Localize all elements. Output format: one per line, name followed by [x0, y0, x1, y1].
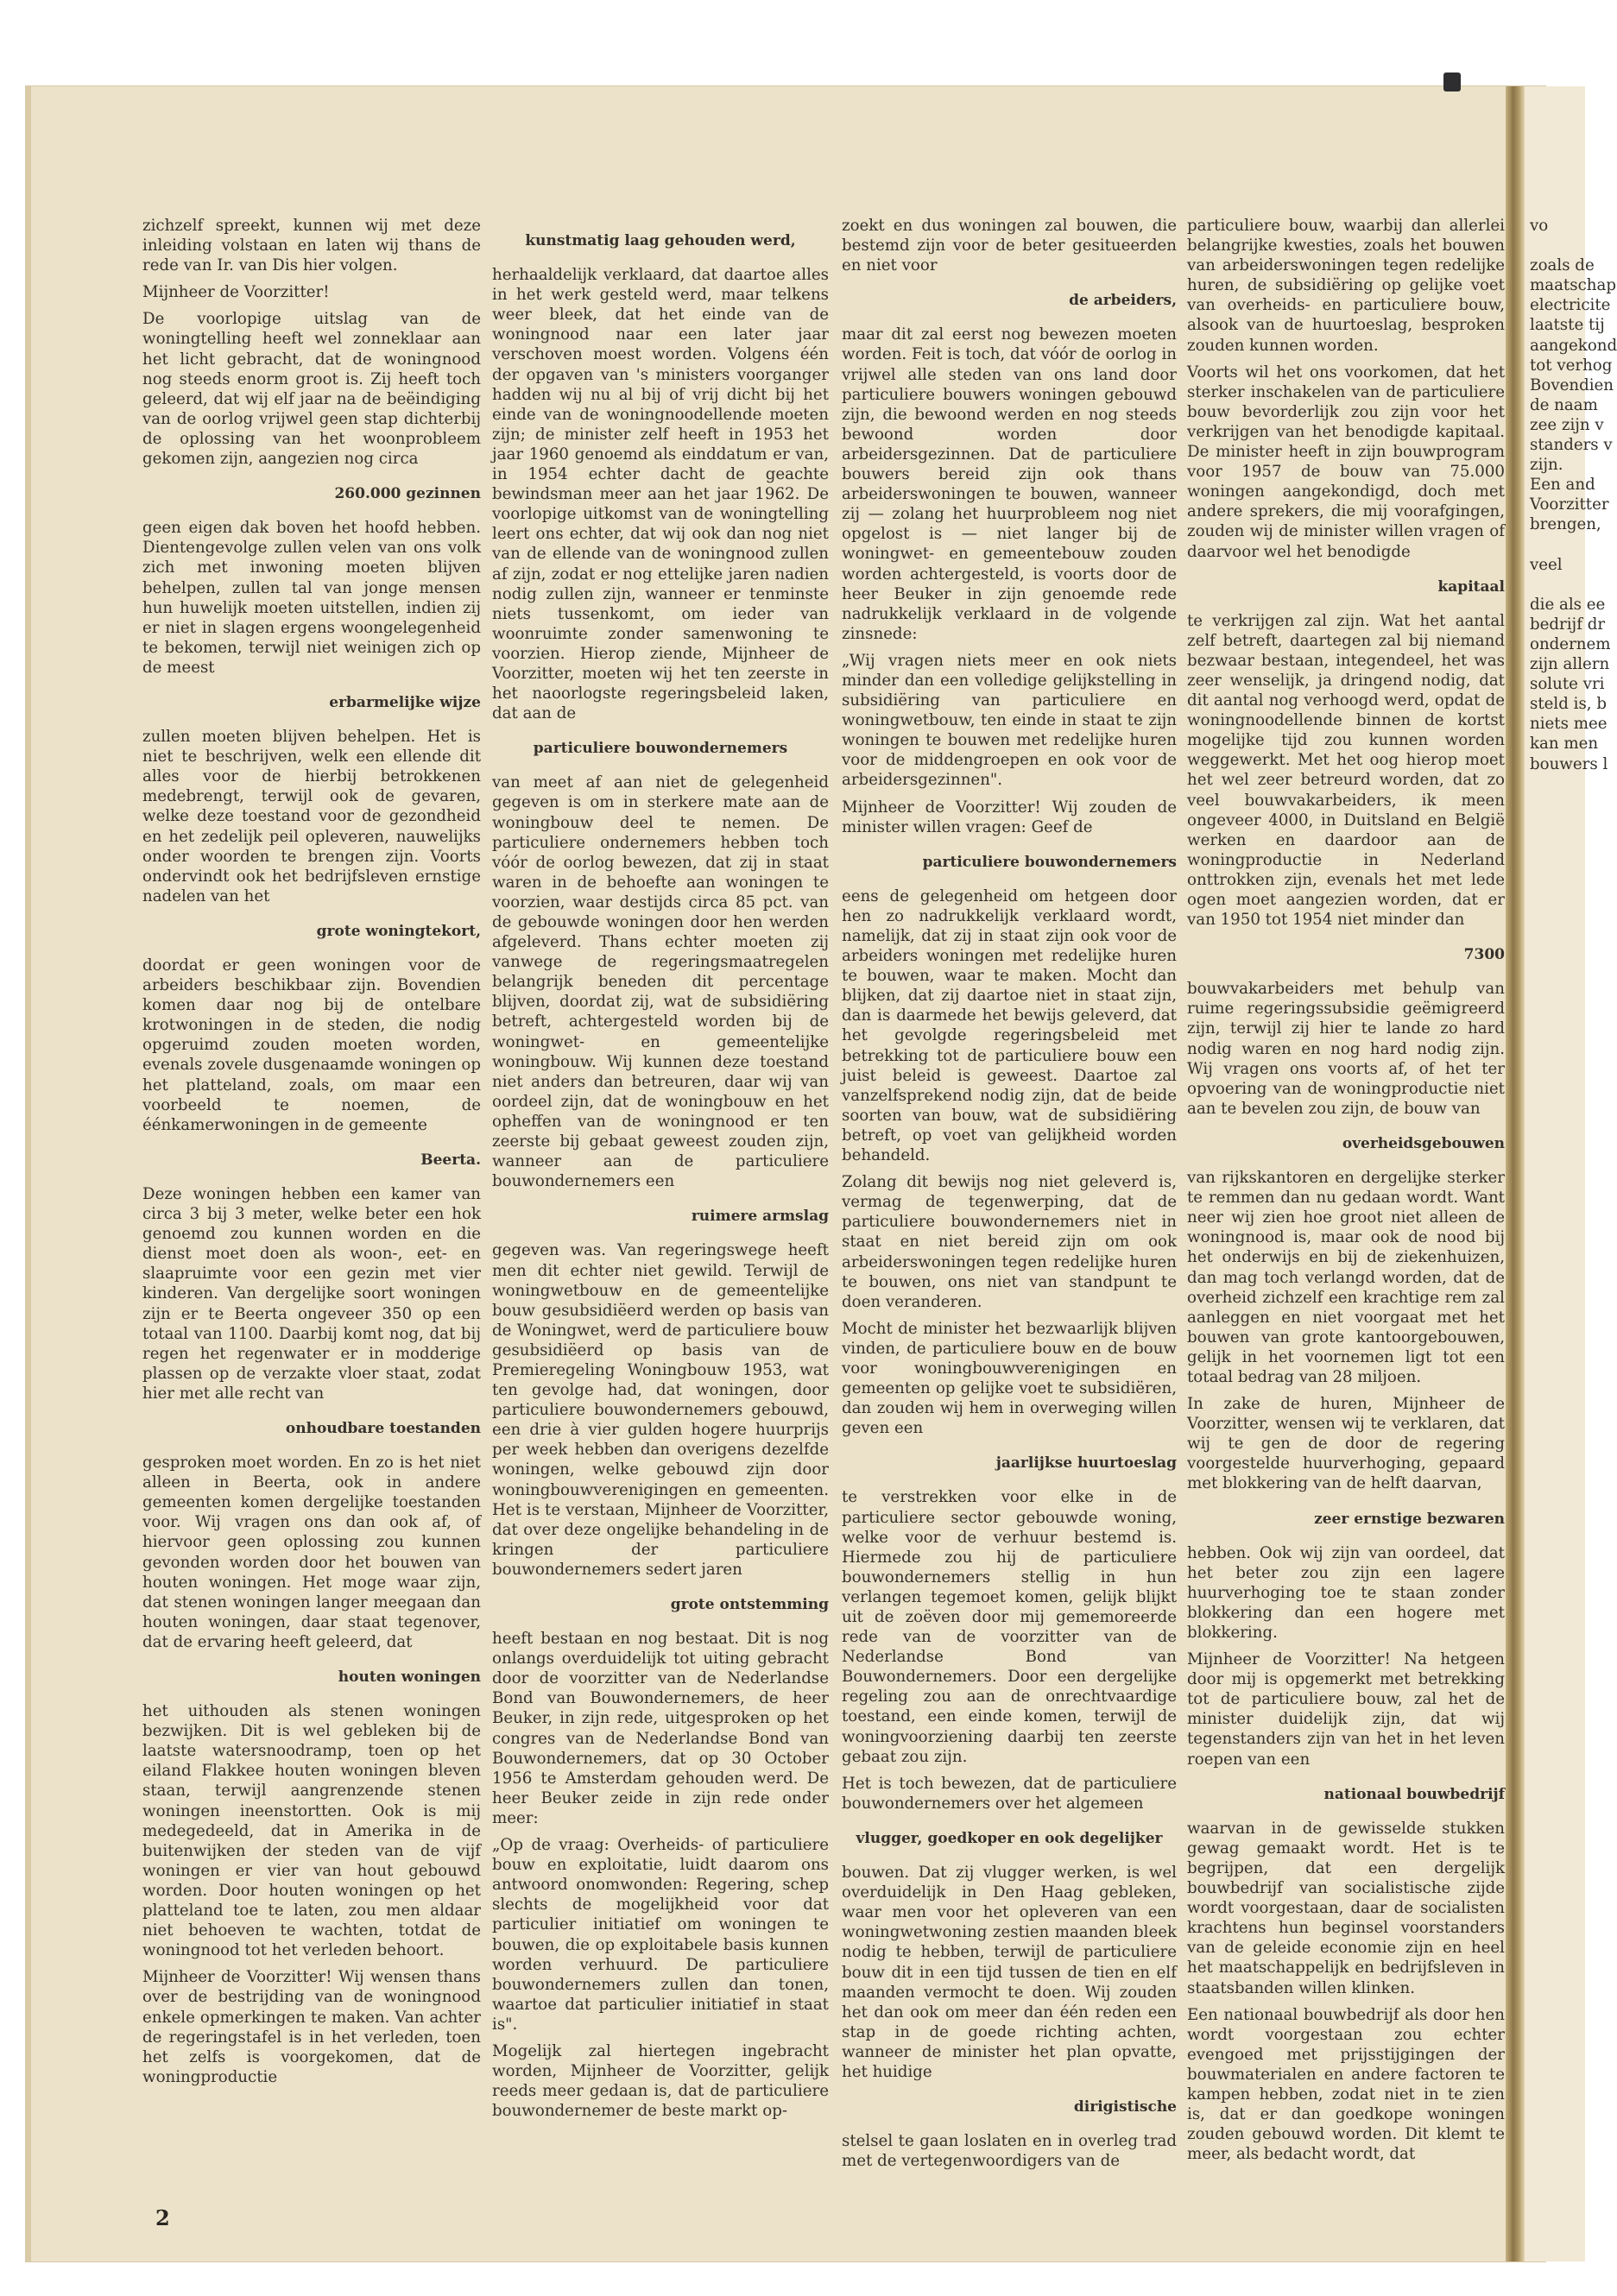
subheading: zeer ernstige bezwaren	[1314, 1510, 1505, 1528]
next-page-line	[1530, 535, 1616, 555]
next-page-line: solute vri	[1530, 675, 1605, 694]
next-page-line: kan men	[1530, 735, 1599, 754]
next-page-line: Bovendien	[1530, 375, 1614, 394]
subheading: overheidsgebouwen	[1342, 1134, 1505, 1152]
subheading: erbarmelijke wijze	[329, 693, 481, 711]
subheading: vlugger, goedkoper en ook degelijker	[856, 1829, 1163, 1847]
next-page-line: Een and	[1530, 476, 1595, 495]
column-1	[142, 216, 481, 2087]
subheading: 260.000 gezinnen	[334, 485, 481, 503]
next-page-line: bouwers l	[1530, 754, 1608, 773]
paragraph: van rijkskantoren en dergelijke sterker te remmen dan nu gedaan wordt. Want neer wij zien hoe groot niet alleen de woningnood is, maar ook de nood bij het onderwijs en bij de ziekenhuizen, dan mag toch verlangd worden, dat de overheid zichzelf een krachtige rem zal aanleggen en niet voorgaat met het bouwen van grote kantoorgebouwen, gelijk in het voornemen ligt tot een totaal bedrag van 28 miljoen.	[1187, 1169, 1505, 1386]
paragraph: van meet af aan niet de gelegenheid gegeven is om in sterkere mate aan de woningbouw deel te nemen. De particuliere ondernemers hebben toch vóór de oorlog bewezen, dat zij in staat waren in de behoefte aan woningen te voorzien, waar destijds circa 85 pct. van de gebouwde woningen door hen werden afgeleverd. Thans echter moeten zij vanwege de regeringsmaatregelen belangrijk beneden dit percentage blijven, doordat zij, wat de subsidiëring betreft, achtergesteld worden bij de woningwet- en gemeentelijke woningbouw. Wij kunnen deze toestand niet anders dan betreuren, daar wij van oordeel zijn, dat de woningbouw en het opheffen van de woningnood er ten zeerste bij gebaat geweest zouden zijn, wanneer aan de particuliere bouwondernemers een	[492, 773, 829, 1191]
next-page-line: steld is, b	[1530, 695, 1608, 714]
paragraph: doordat er geen woningen voor de arbeiders beschikbaar zijn. Bovendien komen daar nog bij de ontelbare krotwoningen in de steden, die nodig opgeruimd zouden moeten worden, evenals zovele dusgenaamde woningen op het platteland, zoals, om maar een voorbeeld te noemen, de éénkamerwoningen in de gemeente	[142, 956, 481, 1134]
paragraph: maar dit zal eerst nog bewezen moeten worden. Feit is toch, dat vóór de oorlog in vrijwel alle steden van ons land door particuliere bouwers woningen gebouwd zijn, die bewoond werden en nog steeds bewoond worden door arbeidersgezinnen. Dat de particuliere bouwers bereid zijn ook thans arbeiderswoningen te bouwen, wanneer zij — zolang het huurprobleem nog niet opgelost is — niet langer bij de woningwet- en gemeentebouw zouden worden achtergesteld, is voorts door de heer Beuker in zijn genoemde rede nadrukkelijk verklaard in de volgende zinsnede:	[842, 325, 1177, 643]
paragraph: herhaaldelijk verklaard, dat daartoe alles in het werk gesteld werd, maar telkens weer bleek, dat het einde van de woningnood naar een later jaar verschoven moest worden. Volgens één der opgaven van 's ministers voorganger hadden wij nu al bij of vrij dicht bij het einde van de woningnoodellende moeten zijn; de minister zelf heeft in 1953 het jaar 1960 genoemd als einddatum er van, in 1954 echter dacht de geachte bewindsman meer aan het jaar 1962. De voorlopige uitkomst van de woningtelling leert ons echter, dat wij ook dan nog niet van de ellende van de woningnood zullen af zijn, zodat er nog ettelijke jaren nadien nodig zullen zijn, wanneer er tenminste niets tussenkomt, om ieder van woonruimte zonder samenwoning te voorzien. Hierop ziende, Mijnheer de Voorzitter, moeten wij het ten zeerste in het naoorlogste regeringsbeleid laken, dat aan de	[492, 266, 829, 723]
page-number: 2	[155, 2205, 170, 2230]
next-page-line: tot verhog	[1530, 356, 1613, 375]
paragraph: Een nationaal bouwbedrijf als door hen wordt voorgestaan zou echter evengoed met prijsstijgingen der bouwmaterialen en andere factoren te kampen hebben, zodat niet in te zien is, dat er dan goedkope woningen zouden gebouwd worden. Dit klemt te meer, als bedacht wordt, dat	[1187, 2005, 1505, 2164]
paragraph: In zake de huren, Mijnheer de Voorzitter, wensen wij te verklaren, dat wij te gen de door de regering voorgestelde huurverhoging, gepaard met blokkering van de helft daarvan,	[1187, 1395, 1505, 1493]
next-page-line: die als ee	[1530, 595, 1606, 614]
paragraph: geen eigen dak boven het hoofd hebben. Dientengevolge zullen velen van ons volk zich met inwoning moeten blijven behelpen, zullen tal van jonge mensen hun huwelijk moeten uitstellen, indien zij er niet in slagen ergens woongelegenheid te bekomen, terwijl niet weinigen zich op de meest	[142, 519, 481, 677]
paragraph: bouwen. Dat zij vlugger werken, is wel overduidelijk in Den Haag gebleken, waar men voor het opleveren van een woningwetwoning zestien maanden bleek nodig te hebben, terwijl de particuliere bouw dit in een tijd tussen de tien en elf maanden vermocht te doen. Wij zouden het dan ook om meer dan één reden een stap in de goede richting achten, wanneer de minister het plan opvatte, het huidige	[842, 1864, 1177, 2081]
paragraph: Mijnheer de Voorzitter! Wij zouden de minister willen vragen: Geef de	[842, 798, 1177, 836]
paragraph: Het is toch bewezen, dat de particuliere bouwondernemers over het algemeen	[842, 1774, 1177, 1813]
next-page-line: zijn allern	[1530, 655, 1610, 674]
next-page-line: brengen,	[1530, 515, 1601, 534]
page-edge	[26, 86, 31, 2261]
subheading: Beerta.	[420, 1151, 481, 1169]
subheading: nationaal bouwbedrijf	[1323, 1785, 1505, 1803]
paragraph: Mijnheer de Voorzitter!	[142, 283, 330, 302]
subheading: kapitaal	[1437, 577, 1505, 596]
newspaper-page	[26, 86, 1617, 2261]
subheading: particuliere bouwondernemers	[533, 740, 788, 758]
binder-tab	[1443, 73, 1461, 91]
subheading: particuliere bouwondernemers	[922, 853, 1177, 871]
paragraph: Mijnheer de Voorzitter! Na hetgeen door mij is opgemerkt met betrekking tot de particuliere bouw, zal het de minister duidelijk zijn, dat wij tegenstanders zijn van het in het leven roepen van een	[1187, 1650, 1505, 1769]
column-3	[842, 216, 1177, 2171]
next-page-line: bedrijf dr	[1530, 615, 1606, 634]
subheading: 7300	[1463, 946, 1505, 964]
next-page-line: vo	[1530, 217, 1549, 235]
paragraph: Mocht de minister het bezwaarlijk blijven vinden, de particuliere bouw en de bouw voor woningbouwverenigingen en gemeenten op gelijke voet te subsidiëren, dan zouden wij hem in overweging willen geven een	[842, 1319, 1177, 1438]
next-page-line: laatste tij	[1530, 316, 1605, 335]
next-page-line: de naam	[1530, 395, 1598, 414]
paragraph: „Op de vraag: Overheids- of particuliere bouw en exploitatie, luidt daarom ons antwoord onomwonden: Regering, schep slechts de mogelijkheid voor dat particulier initiatief om woningen te bouwen, die op exploitabele basis kunnen worden verhuurd. De particuliere bouwondernemers zullen dan tonen, waartoe dat particulier initiatief in staat is".	[492, 1836, 829, 2034]
paragraph: heeft bestaan en nog bestaat. Dit is nog onlangs overduidelijk tot uiting gebracht door de voorzitter van de Nederlandse Bond van Bouwondernemers, de heer Beuker, in zijn rede, uitgesproken op het congres van de Nederlandse Bond van Bouwondernemers, dat op 30 October 1956 te Amsterdam gehouden werd. De heer Beuker zeide in zijn rede onder meer:	[492, 1630, 829, 1827]
paragraph: waarvan in de gewisselde stukken gewag gemaakt wordt. Het is te begrijpen, dat een dergelijk bouwbedrijf van socialistische zijde wordt voorgestaan, daar de socialisten krachtens hun beginsel voorstanders van de geleide economie zijn en heel het maatschappelijk en bedrijfsleven in staatsbanden willen klinken.	[1187, 1819, 1505, 1997]
paragraph: Voorts wil het ons voorkomen, dat het sterker inschakelen van de particuliere bouw bevorderlijk zou zijn voor het verkrijgen van het benodigde kapitaal. De minister heeft in zijn bouwprogram voor 1957 de bouw van 75.000 woningen aangekondigd, doch met andere sprekers, die mij voorafgingen, zouden wij de minister willen vragen of daarvoor wel het benodigde	[1187, 363, 1505, 561]
next-page-line: zee zijn v	[1530, 415, 1604, 434]
subheading: jaarlijkse huurtoeslag	[995, 1454, 1177, 1473]
next-page-line: Voorzitter	[1530, 495, 1609, 514]
next-page-line: niets mee	[1530, 715, 1608, 734]
page-fold	[1506, 86, 1525, 2261]
paragraph: gegeven was. Van regeringswege heeft men dit echter niet gewild. Terwijl de woningwetbouw en de gemeentelijke bouw gesubsidiëerd werden op basis van de Woningwet, werd de particuliere bouw gesubsidiëerd op basis van de Premieregeling Woningbouw 1953, wat ten gevolge had, dat woningen, door particuliere bouwondernemers gebouwd, een drie à vier gulden hogere huurprijs per week hebben dan overigens dezelfde woningen, welke gebouwd zijn door woningbouwverenigingen en gemeenten. Het is te verstaan, Mijnheer de Voorzitter, dat over deze ongelijke behandeling in de kringen der particuliere bouwondernemers sedert jaren	[492, 1241, 829, 1579]
next-page-line: zoals de	[1530, 256, 1595, 275]
paragraph: Mijnheer de Voorzitter! Wij wensen thans over de bestrijding van de woningnood enkele opmerkingen te maken. Van achter de regeringstafel is in het verleden, toen het zelfs is voorgekomen, dat de woningproductie	[142, 1968, 481, 2086]
paragraph: Zolang dit bewijs nog niet geleverd is, vermag de tegenwerping, dat de particuliere bouwondernemers niet in staat en niet bereid zijn om ook arbeiderswoningen tegen redelijke huren te bouwen, ons niet van standpunt te doen veranderen.	[842, 1173, 1177, 1311]
subheading: onhoudbare toestanden	[285, 1419, 481, 1437]
subheading: grote ontstemming	[670, 1596, 829, 1613]
column-2	[492, 216, 829, 2121]
subheading: dirigistische	[1073, 2098, 1177, 2116]
paragraph: gesproken moet worden. En zo is het niet alleen in Beerta, ook in andere gemeenten komen dergelijke toestanden voor. Wij vragen ons dan ook af, of hiervoor geen oplossing zou kunnen gevonden worden door het bouwen van houten woningen. Het moge waar zijn, dat stenen woningen langer meegaan dan houten woningen, daar staat tegenover, dat de ervaring heeft geleerd, dat	[142, 1454, 481, 1651]
next-page-line: ondernem	[1530, 634, 1611, 653]
next-page-line: electricite	[1530, 296, 1611, 315]
next-page-line: standers v	[1530, 436, 1613, 455]
paragraph: het uithouden als stenen woningen bezwijken. Dit is wel gebleken bij de laatste watersnoodramp, toen op het eiland Flakkee houten woningen bleven staan, terwijl aangrenzende stenen woningen ineenstortten. Ook is mij medegedeeld, dat in Amerika in de buitenwijken der steden van de vijf woningen er vier van hout gebouwd worden. Door houten woningen op het platteland toe te laten, zou men aldaar niet behoeven te wachten, totdat de woningnood tot het verleden behoort.	[142, 1702, 481, 1960]
subheading: de arbeiders,	[1069, 292, 1177, 310]
paragraph: zoekt en dus woningen zal bouwen, die bestemd zijn voor de beter gesitueerden en niet voor	[842, 217, 1177, 275]
subheading: houten woningen	[338, 1668, 481, 1686]
paragraph: Mogelijk zal hiertegen ingebracht worden, Mijnheer de Voorzitter, gelijk reeds meer gedaan is, dat de particuliere bouwondernemer de beste markt op-	[492, 2041, 829, 2121]
paragraph: stelsel te gaan loslaten en in overleg trad met de vertegenwoordigers van de	[842, 2132, 1177, 2171]
paragraph: Deze woningen hebben een kamer van circa 3 bij 3 meter, welke beter een hok genoemd zou kunnen worden en die dienst moet doen als woon-, eet- en slaapruimte voor een gezin met vier kinderen. Van dergelijke soort woningen zijn er te Beerta ongeveer 350 op een totaal van 1100. Daarbij komt nog, dat bij regen het regenwater er in modderige plassen op de verzakte vloer staat, zodat hier met alle recht van	[142, 1184, 481, 1403]
paragraph: zichzelf spreekt, kunnen wij met deze inleiding volstaan en laten wij thans de rede van Ir. van Dis hier volgen.	[142, 217, 481, 275]
next-page-line	[1530, 575, 1616, 595]
paragraph: De voorlopige uitslag van de woningtelling heeft wel zonneklaar aan het licht gebracht, dat de woningnood nog steeds enorm groot is. Zij heeft toch geleerd, dat wij elf jaar na de beëindiging van de oorlog vrijwel geen stap dichterbij de oplossing van het woonprobleem gekomen zijn, aangezien nog circa	[142, 310, 481, 469]
next-page-line: aangekond	[1530, 336, 1617, 355]
paragraph: hebben. Ook wij zijn van oordeel, dat het beter zou zijn een lagere huurverhoging toe te staan zonder blokkering dan een hogere met blokkering.	[1187, 1543, 1505, 1642]
subheading: grote woningtekort,	[316, 922, 481, 940]
paragraph: zullen moeten blijven behelpen. Het is niet te beschrijven, welk een ellende dit alles voor de hierbij betrokkenen medebrengt, terwijl ook de gevaren, welke deze toestand voor de gezondheid en het zedelijk peil opleveren, nauwelijks onder woorden te brengen zijn. Voorts ondervindt ook het bedrijfsleven ernstige nadelen van het	[142, 728, 481, 905]
next-page-column	[1530, 216, 1616, 774]
paragraph: eens de gelegenheid om hetgeen door hen zo nadrukkelijk verklaard wordt, namelijk, dat zij in staat zijn ook voor de arbeiders woningen met redelijke huren te bouwen, waar te maken. Mocht dan blijken, dat zij daartoe niet in staat zijn, dan is daarmede het bewijs geleverd, dat het gevolgde regeringsbeleid met betrekking tot de particuliere bouw een juist beleid is geweest. Daartoe zal vanzelfsprekend nodig zijn, dat de beide soorten van bouw, wat de subsidiëring betreft, op voet van gelijkheid worden behandeld.	[842, 886, 1177, 1165]
paragraph: bouwvakarbeiders met behulp van ruime regeringssubsidie geëmigreerd zijn, terwijl zij hier te lande zo hard nodig waren en nog hard nodig zijn. Wij vragen ons voorts af, of het ter opvoering van de woningproductie niet aan te bevelen zou zijn, de bouw van	[1187, 980, 1505, 1118]
next-page-line: zijn.	[1530, 456, 1563, 475]
subheading: ruimere armslag	[691, 1208, 829, 1226]
subheading: kunstmatig laag gehouden werd,	[525, 232, 796, 249]
paragraph: te verstrekken voor elke in de particuliere sector gebouwde woning, welke voor de verhuur bestemd is. Hiermede zou hij de particuliere bouwondernemers stellig in hun verlangen tegemoet komen, gelijk blijkt uit de zoëven door mij gememoreerde rede van de voorzitter van de Nederlandse Bond van Bouwondernemers. Door een dergelijke regeling zou aan de onrechtvaardige toestand, een einde komen, terwijl de woningvoorziening daarbij ten zeerste gebaat zou zijn.	[842, 1488, 1177, 1766]
paragraph: „Wij vragen niets meer en ook niets minder dan een volledige gelijkstelling in subsidiëring van particuliere en woningwetbouw, ten einde in staat te zijn woningen te bouwen met redelijke huren voor de middengroepen en ook voor de arbeidersgezinnen".	[842, 651, 1177, 790]
paragraph: te verkrijgen zal zijn. Wat het aantal zelf betreft, daartegen zal bij niemand bezwaar bestaan, integendeel, het was zeer wenselijk, ja dringend nodig, dat dit aantal nog verhoogd werd, opdat de woningnoodellende binnen de kortst mogelijke tijd zou kunnen worden weggewerkt. Met het oog hierop moet het wel zeer betreurd worden, dat zo veel bouwvakarbeiders, ik meen ongeveer 4000, in Duitsland en België werken en daardoor aan de woningproductie in Nederland onttrokken zijn, evenals het met lede ogen moet aangezien worden, dat er van 1950 tot 1954 niet minder dan	[1187, 611, 1505, 930]
column-4	[1187, 216, 1505, 2164]
next-page-line: maatschap	[1530, 276, 1616, 295]
paragraph: particuliere bouw, waarbij dan allerlei belangrijke kwesties, zoals het bouwen van arbeiderswoningen tegen redelijke huren, de subsidiëring op gelijke voet van overheids- en particuliere bouw, alsook van de huurtoeslag, besproken zouden kunnen worden.	[1187, 217, 1505, 355]
next-page-line	[1530, 236, 1616, 255]
next-page-line: veel	[1530, 555, 1563, 574]
